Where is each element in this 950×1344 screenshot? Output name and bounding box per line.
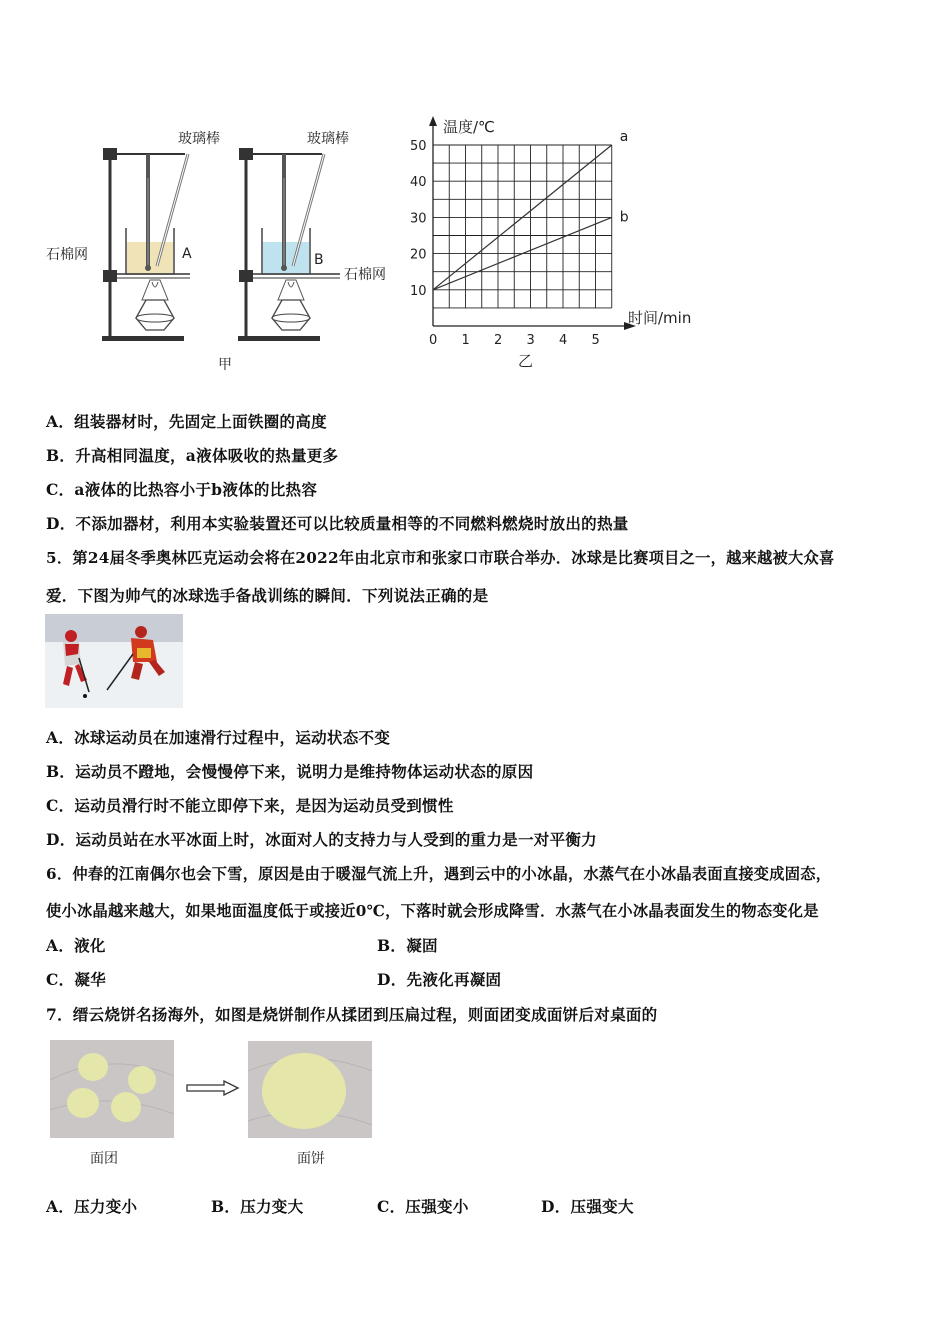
q5-option-a: A．冰球运动员在加速滑行过程中，运动状态不变	[46, 728, 391, 747]
y-tick-label: 50	[410, 139, 427, 154]
q6-stem-line1: 6．仲春的江南偶尔也会下雪，原因是由于暖湿气流上升，遇到云中的小冰晶，水蒸气在小冰晶表面直接变成固态，	[46, 865, 832, 883]
figure-jia-caption: 甲	[218, 357, 232, 373]
x-tick-label: 1	[461, 333, 470, 348]
graph-x-label: 时间/min	[628, 309, 692, 327]
q7-option-a: A．压力变小	[46, 1197, 138, 1216]
y-axis-arrow	[429, 116, 437, 126]
y-tick-label: 10	[410, 283, 427, 299]
x-tick-label: 5	[591, 333, 600, 348]
q6-option-d: D．先液化再凝固	[377, 970, 502, 989]
temperature-time-chart	[400, 110, 720, 370]
y-tick-label: 40	[410, 175, 427, 191]
q7-stem: 7．缙云烧饼名扬海外，如图是烧饼制作从揉团到压扁过程，则面团变成面饼后对桌面的	[46, 1005, 658, 1024]
ice-hockey-photo	[45, 614, 183, 708]
setup-b	[238, 148, 340, 341]
gauze-label-right: 石棉网	[344, 267, 386, 283]
q4-option-c: C．a液体的比热容小于b液体的比热容	[46, 480, 318, 499]
glass-rod-label-left: 玻璃棒	[178, 131, 220, 147]
q5-stem-line2: 爱．下图为帅气的冰球选手备战训练的瞬间．下列说法正确的是	[46, 586, 489, 605]
q4-option-b: B．升高相同温度，a液体吸收的热量更多	[46, 446, 339, 465]
q5-option-c: C．运动员滑行时不能立即停下来，是因为运动员受到惯性	[46, 796, 454, 815]
x-tick-label: 0	[429, 333, 438, 348]
gauze-label-left: 石棉网	[46, 247, 88, 263]
graph-y-label: 温度/℃	[443, 118, 495, 136]
q5-stem-line1: 5．第24届冬季奥林匹克运动会将在2022年由北京市和张家口市联合举办．冰球是比赛项目之一，越来越被大众喜	[46, 549, 835, 567]
series-b-label: b	[619, 209, 629, 226]
glass-rod-label-right: 玻璃棒	[307, 131, 349, 147]
beaker-b-label: B	[314, 252, 324, 268]
dough-balls-photo	[50, 1040, 174, 1138]
figure-jia-apparatus	[40, 118, 410, 378]
q7-option-c: C．压强变小	[377, 1197, 469, 1216]
arrow-icon	[186, 1080, 240, 1096]
beaker-a-label: A	[182, 246, 192, 262]
q6-option-b: B．凝固	[377, 936, 438, 955]
q6-option-a: A．液化	[46, 936, 106, 955]
setup-a	[102, 148, 190, 341]
q6-option-c: C．凝华	[46, 970, 107, 989]
y-tick-label: 20	[410, 247, 427, 263]
graph-caption: 乙	[518, 352, 534, 370]
q7-option-b: B．压力变大	[211, 1197, 304, 1216]
x-tick-label: 4	[559, 333, 568, 348]
x-tick-label: 2	[494, 333, 503, 348]
x-tick-label: 3	[526, 333, 535, 348]
q6-stem-line2: 使小冰晶越来越大，如果地面温度低于或接近0℃，下落时就会形成降雪．水蒸气在小冰晶表面发生的物态变化是	[46, 902, 819, 920]
q5-option-b: B．运动员不蹬地，会慢慢停下来，说明力是维持物体运动状态的原因	[46, 762, 534, 781]
q4-option-a: A．组装器材时，先固定上面铁圈的高度	[46, 412, 327, 431]
series-a-label: a	[619, 129, 629, 145]
q5-option-d: D．运动员站在水平冰面上时，冰面对人的支持力与人受到的重力是一对平衡力	[46, 830, 597, 849]
q4-option-d: D．不添加器材，利用本实验装置还可以比较质量相等的不同燃料燃烧时放出的热量	[46, 514, 629, 533]
y-tick-label: 30	[410, 211, 427, 227]
flatbread-photo	[248, 1041, 372, 1138]
flatbread-caption: 面饼	[297, 1151, 325, 1167]
q7-option-d: D．压强变大	[541, 1197, 634, 1216]
dough-caption: 面团	[90, 1151, 118, 1167]
